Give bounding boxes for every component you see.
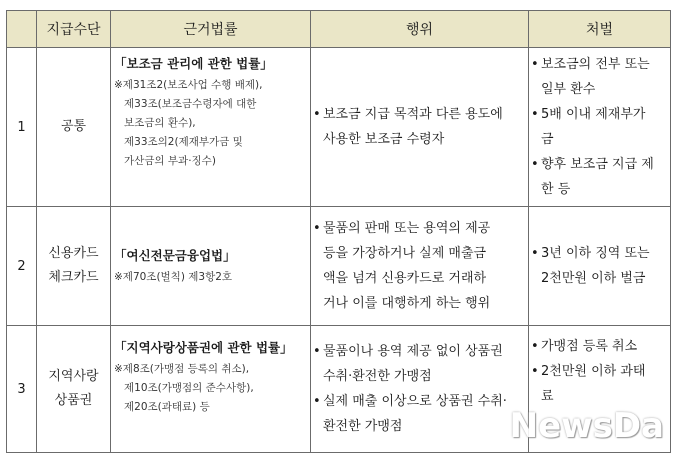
- penalty-bullet: [531, 359, 668, 409]
- payment-method-cell: [37, 48, 111, 207]
- payment-method-line: 상품권: [54, 393, 93, 408]
- act-line: • 물품이나 용역 제공 없이 상품권: [323, 344, 503, 359]
- act-line: • 보조금 지급 목적과 다른 용도에: [323, 107, 503, 122]
- row-number: 3: [7, 326, 37, 453]
- payment-method-line: 공통: [60, 119, 87, 134]
- law-note-line: ※제8조(가맹점 등록의 취소),: [114, 363, 250, 375]
- payment-method-line: 지역사랑: [48, 369, 99, 384]
- law-notes: [114, 360, 310, 417]
- penalty-line: 2천만원 이하 벌금: [541, 271, 646, 286]
- penalty-line: • 향후 보조금 지급 제: [541, 157, 654, 172]
- law-note-line: 제10조(가맹점의 준수사항),: [124, 382, 254, 394]
- penalty-line: • 가맹점 등록 취소: [541, 339, 638, 354]
- act-cell: [311, 326, 529, 453]
- law-note-line: 제33조의2(제재부가금 및: [124, 136, 243, 148]
- punishment-table: [6, 10, 671, 453]
- act-cell: [311, 207, 529, 326]
- law-note-line: ※제31조2(보조사업 수행 배제),: [114, 79, 263, 91]
- legal-basis-cell: [111, 326, 311, 453]
- act-line: 액을 넘겨 신용카드로 거래하: [323, 271, 487, 286]
- law-note-line: 제20조(과태료) 등: [124, 401, 210, 413]
- table-header-row: [7, 11, 671, 48]
- header-penalty: 처벌: [529, 11, 671, 48]
- act-line: 환전한 가맹점: [323, 419, 403, 434]
- penalty-bullet: [531, 241, 668, 291]
- payment-method-line: 신용카드: [48, 246, 99, 261]
- penalty-line: 일부 환수: [541, 82, 596, 97]
- act-line: 거나 이를 대행하게 하는 행위: [323, 296, 491, 311]
- header-legal-basis: 근거법률: [111, 11, 311, 48]
- table-row: [7, 207, 671, 326]
- law-note-line: ※제70조(벌칙) 제3항2호: [114, 270, 233, 283]
- penalty-bullet: [531, 102, 668, 152]
- act-bullet: [313, 339, 526, 389]
- law-title: 「보조금 관리에 관한 법률」: [114, 56, 273, 71]
- header-payment-method: 지급수단: [37, 11, 111, 48]
- legal-basis-cell: [111, 207, 311, 326]
- law-note-line: 보조금의 환수),: [124, 117, 196, 129]
- newsda-watermark-logo: NewsDa: [509, 406, 664, 446]
- penalty-line: • 3년 이하 징역 또는: [541, 246, 650, 261]
- penalty-line: • 2천만원 이하 과태: [541, 364, 646, 379]
- act-line: 등을 가장하거나 실제 매출금: [323, 246, 487, 261]
- penalty-line: • 보조금의 전부 또는: [541, 57, 650, 72]
- law-note-line: 가산금의 부과·징수): [124, 155, 216, 167]
- penalty-cell: [529, 48, 671, 207]
- payment-method-cell: [37, 326, 111, 453]
- act-bullet: [313, 216, 526, 316]
- header-number: [7, 11, 37, 48]
- penalty-bullet: [531, 334, 668, 359]
- law-title: 「여신전문금융업법」: [114, 247, 236, 263]
- law-notes: [114, 268, 310, 287]
- legal-basis-cell: [111, 48, 311, 207]
- table-row: [7, 48, 671, 207]
- act-cell: [311, 48, 529, 207]
- penalty-line: • 5배 이내 제재부가: [541, 107, 646, 122]
- penalty-line: 료: [541, 389, 554, 404]
- penalty-bullet: [531, 152, 668, 202]
- law-note-line: 제33조(보조금수령자에 대한: [124, 98, 257, 110]
- row-number: 1: [7, 48, 37, 207]
- act-line: 수취·환전한 가맹점: [323, 369, 432, 384]
- act-line: • 물품의 판매 또는 용역의 제공: [323, 221, 491, 236]
- penalty-line: 금: [541, 132, 554, 147]
- penalty-bullet: [531, 52, 668, 102]
- penalty-cell: [529, 207, 671, 326]
- penalty-line: 한 등: [541, 182, 571, 197]
- law-notes: [114, 76, 310, 171]
- law-title: 「지역사랑상품권에 관한 법률」: [114, 340, 293, 355]
- act-bullet: [313, 389, 526, 439]
- payment-method-line: 체크카드: [48, 270, 99, 285]
- act-bullet: [313, 102, 526, 152]
- payment-method-cell: [37, 207, 111, 326]
- row-number: 2: [7, 207, 37, 326]
- act-line: 사용한 보조금 수령자: [323, 132, 445, 147]
- header-act: 행위: [311, 11, 529, 48]
- act-line: • 실제 매출 이상으로 상품권 수취·: [323, 394, 507, 409]
